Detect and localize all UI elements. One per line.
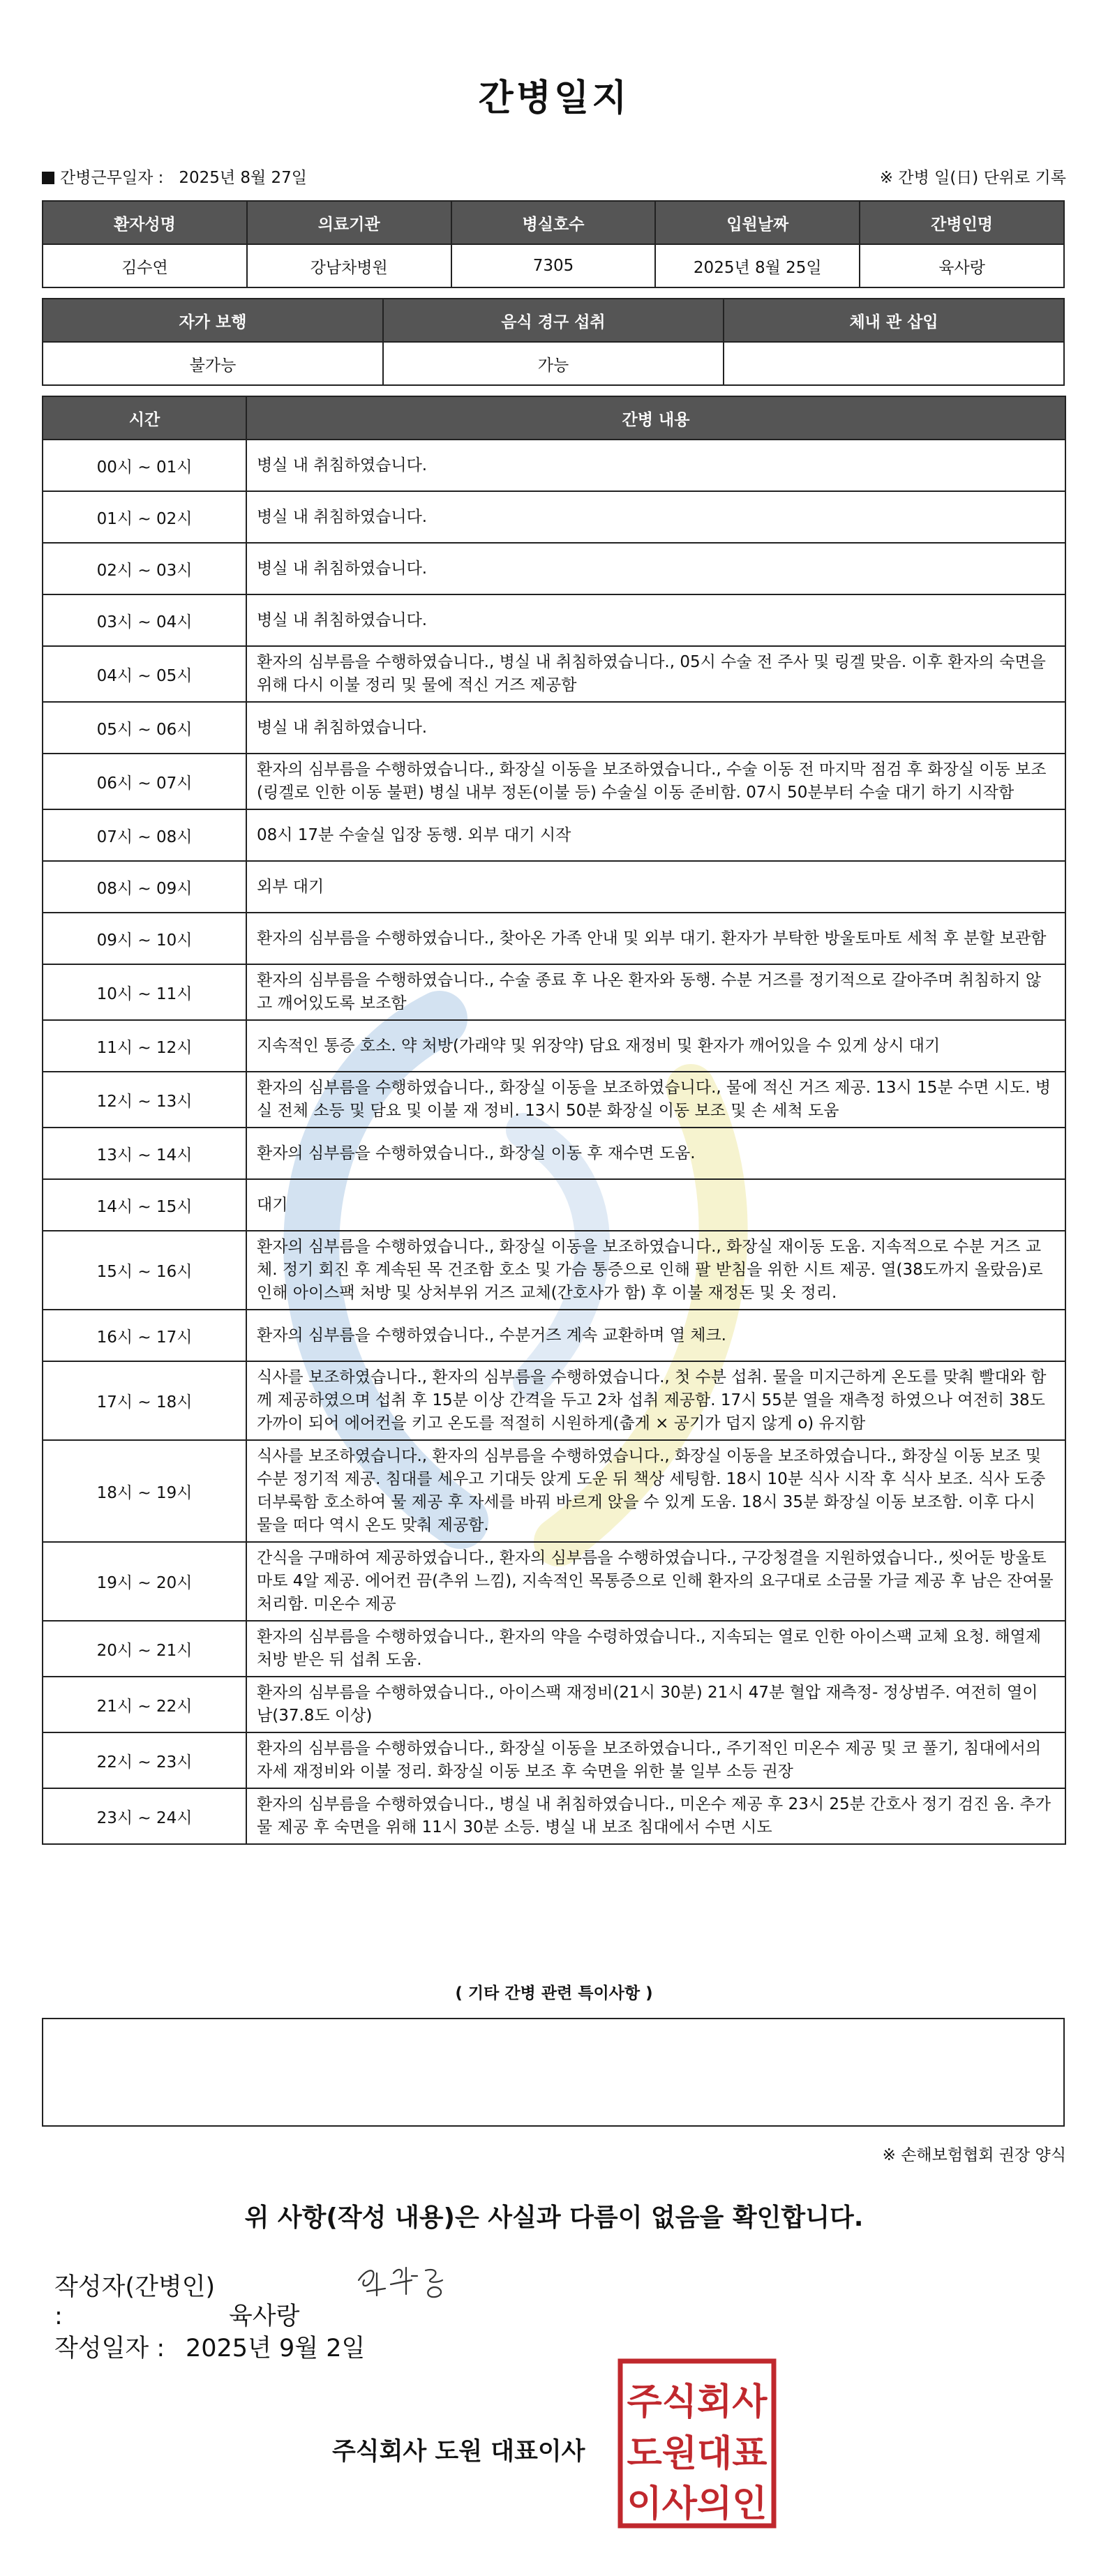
log-row [43, 1231, 1065, 1310]
status-oral-intake: 가능 [383, 342, 724, 385]
log-content: 환자의 심부름을 수행하였습니다., 화장실 이동을 보조하였습니다., 물에 적신 거즈 제공. 13시 15분 수면 시도. 병실 전체 소등 및 담요 및 이불 재 정비. 13시 50분 화장실 이동 보조 및 손 세척 도움 [246, 1072, 1065, 1128]
log-content: 식사를 보조하였습니다., 환자의 심부름을 수행하였습니다., 첫 수분 섭취. 물을 미지근하게 온도를 맞춰 빨대와 함께 제공하였으며 섭취 후 15분 이상 간격을 두고 2차 섭취 제공함. 17시 55분 열을 재측정 하였으나 여전히 38도 가까이 되어 에어컨을 키고 온도를 적절히 시원하게(춥게 × 공기가 덥지 않게 o) 유지함 [246, 1361, 1065, 1440]
square-bullet-icon [42, 172, 54, 184]
log-time: 22시 ~ 23시 [43, 1732, 246, 1788]
log-row [43, 594, 1065, 646]
log-content: 환자의 심부름을 수행하였습니다., 찾아온 가족 안내 및 외부 대기. 환자가 부탁한 방울토마토 세척 후 분할 보관함 [246, 913, 1065, 964]
svg-text:도원대표: 도원대표 [627, 2433, 768, 2475]
log-time: 11시 ~ 12시 [43, 1020, 246, 1072]
log-content: 환자의 심부름을 수행하였습니다., 화장실 이동을 보조하였습니다., 화장실 재이동 도움. 지속적으로 수분 거즈 교체. 정기 회진 후 계속된 목 건조함 호소 및 가슴 통증으로 인해 팔 받침을 위한 시트 제공. 열(38도까지 올랐음)로 인해 아이스팩 처방 및 상처부위 거즈 교체(간호사가 함) 후 이불 재정돈 및 옷 정리. [246, 1231, 1065, 1310]
log-row [43, 1788, 1065, 1844]
company-name: 주식회사 도원 대표이사 [332, 2438, 585, 2466]
log-row [43, 1310, 1065, 1361]
log-time: 04시 ~ 05시 [43, 646, 246, 702]
hospital-name: 강남차병원 [247, 244, 451, 287]
log-time: 10시 ~ 11시 [43, 964, 246, 1020]
patient-name: 김수연 [43, 244, 247, 287]
log-content: 대기 [246, 1179, 1065, 1231]
log-row [43, 1542, 1065, 1621]
log-content: 식사를 보조하였습니다., 환자의 심부름을 수행하였습니다., 화장실 이동을 보조하였습니다., 화장실 이동 보조 및 수분 정기적 제공. 침대를 세우고 기대듯 앉게 도운 뒤 책상 세팅함. 18시 10분 식사 시작 후 식사 보조. 식사 도중 더부룩함 호소하여 물 제공 후 자세를 바꿔 바르게 앉을 수 있게 도움. 18시 35분 화장실 이동 보조함. 이후 다시 물을 떠다 역시 온도 맞춰 제공함. [246, 1440, 1065, 1542]
remarks-box [42, 2018, 1065, 2127]
log-content: 병실 내 취침하였습니다. [246, 491, 1065, 543]
log-time: 00시 ~ 01시 [43, 440, 246, 491]
log-time: 07시 ~ 08시 [43, 809, 246, 861]
remarks-title: ( 기타 간병 관련 특이사항 ) [455, 1984, 653, 2002]
written-date [54, 2329, 365, 2364]
log-row [43, 440, 1065, 491]
log-content: 외부 대기 [246, 861, 1065, 913]
log-time: 16시 ~ 17시 [43, 1310, 246, 1361]
log-content: 병실 내 취침하였습니다. [246, 594, 1065, 646]
log-row [43, 1677, 1065, 1732]
log-time: 06시 ~ 07시 [43, 754, 246, 809]
log-row [43, 1621, 1065, 1677]
log-row [43, 702, 1065, 754]
page-title: 간병일지 [478, 77, 630, 119]
care-log-table [42, 396, 1066, 1845]
log-row [43, 1128, 1065, 1179]
log-row [43, 1361, 1065, 1440]
status-header-tube: 체내 관 삽입 [724, 299, 1064, 342]
log-row [43, 491, 1065, 543]
admission-date: 2025년 8월 25일 [655, 244, 860, 287]
log-row [43, 1732, 1065, 1788]
form-note: ※ 손해보험협회 권장 양식 [882, 2146, 1066, 2164]
company-seal-stamp [617, 2358, 777, 2529]
patient-header-room: 병실호수 [451, 201, 656, 244]
status-walking: 불가능 [43, 342, 383, 385]
log-time: 14시 ~ 15시 [43, 1179, 246, 1231]
writer-name: 육사랑 [229, 2302, 300, 2330]
log-row [43, 1072, 1065, 1128]
log-content: 병실 내 취침하였습니다. [246, 543, 1065, 594]
patient-status-table [42, 298, 1065, 386]
log-row [43, 1179, 1065, 1231]
log-time: 17시 ~ 18시 [43, 1361, 246, 1440]
log-time: 20시 ~ 21시 [43, 1621, 246, 1677]
log-row [43, 809, 1065, 861]
status-header-oral-intake: 음식 경구 섭취 [383, 299, 724, 342]
log-time: 09시 ~ 10시 [43, 913, 246, 964]
log-content: 환자의 심부름을 수행하였습니다., 병실 내 취침하였습니다., 05시 수술 전 주사 및 링겔 맞음. 이후 환자의 숙면을 위해 다시 이불 정리 및 물에 적신 거즈 제공함 [246, 646, 1065, 702]
log-time: 13시 ~ 14시 [43, 1128, 246, 1179]
work-date [42, 165, 307, 188]
unit-note: ※ 간병 일(日) 단위로 기록 [879, 169, 1066, 187]
log-content: 환자의 심부름을 수행하였습니다., 화장실 이동을 보조하였습니다., 수술 이동 전 마지막 점검 후 화장실 이동 보조(링겔로 인한 이동 불편) 병실 내부 정돈(이불 등) 수술실 이동 준비함. 07시 50분부터 수술 대기 하기 시작함 [246, 754, 1065, 809]
log-time: 03시 ~ 04시 [43, 594, 246, 646]
log-time: 23시 ~ 24시 [43, 1788, 246, 1844]
log-time: 08시 ~ 09시 [43, 861, 246, 913]
caregiver-name: 육사랑 [860, 244, 1064, 287]
svg-text:주식회사: 주식회사 [627, 2381, 768, 2423]
log-row [43, 754, 1065, 809]
log-time: 12시 ~ 13시 [43, 1072, 246, 1128]
log-content: 08시 17분 수술실 입장 동행. 외부 대기 시작 [246, 809, 1065, 861]
log-content: 환자의 심부름을 수행하였습니다., 수분거즈 계속 교환하며 열 체크. [246, 1310, 1065, 1361]
status-tube [724, 342, 1064, 385]
log-content: 지속적인 통증 호소. 약 처방(가래약 및 위장약) 담요 재정비 및 환자가 깨어있을 수 있게 상시 대기 [246, 1020, 1065, 1072]
log-content: 환자의 심부름을 수행하였습니다., 병실 내 취침하였습니다., 미온수 제공 후 23시 25분 간호사 정기 검진 옴. 추가 물 제공 후 숙면을 위해 11시 30분 소등. 병실 내 보조 침대에서 수면 시도 [246, 1788, 1065, 1844]
patient-header-caregiver: 간병인명 [860, 201, 1064, 244]
log-time: 18시 ~ 19시 [43, 1440, 246, 1542]
room-number: 7305 [451, 244, 656, 287]
log-row [43, 646, 1065, 702]
log-content: 환자의 심부름을 수행하였습니다., 아이스팩 재정비(21시 30분) 21시 47분 혈압 재측정- 정상범주. 여전히 열이 남(37.8도 이상) [246, 1677, 1065, 1732]
log-row [43, 1440, 1065, 1542]
log-content: 간식을 구매하여 제공하였습니다., 환자의 심부름을 수행하였습니다., 구강청결을 지원하였습니다., 씻어둔 방울토마토 4알 제공. 에어컨 끔(추위 느낌), 지속적인 목통증으로 인해 환자의 요구대로 소금물 가글 제공 후 남은 잔여물 처리함. 미온수 제공 [246, 1542, 1065, 1621]
patient-header-hospital: 의료기관 [247, 201, 451, 244]
log-time: 19시 ~ 20시 [43, 1542, 246, 1621]
log-content: 환자의 심부름을 수행하였습니다., 화장실 이동 후 재수면 도움. [246, 1128, 1065, 1179]
log-time: 21시 ~ 22시 [43, 1677, 246, 1732]
log-content: 병실 내 취침하였습니다. [246, 702, 1065, 754]
log-header-time: 시간 [43, 396, 246, 440]
work-date-value: 2025년 8월 27일 [179, 169, 308, 187]
work-date-label: 간병근무일자 : [60, 169, 164, 187]
confirmation-statement: 위 사항(작성 내용)은 사실과 다름이 없음을 확인합니다. [244, 2203, 864, 2232]
log-row [43, 1020, 1065, 1072]
log-row [43, 861, 1065, 913]
log-content: 환자의 심부름을 수행하였습니다., 화장실 이동을 보조하였습니다., 주기적인 미온수 제공 및 코 풀기, 침대에서의 자세 재정비와 이불 정리. 화장실 이동 보조 후 숙면을 위한 불 일부 소등 권장 [246, 1732, 1065, 1788]
patient-header-name: 환자성명 [43, 201, 247, 244]
log-time: 05시 ~ 06시 [43, 702, 246, 754]
written-date-label: 작성일자 : [54, 2335, 165, 2362]
patient-info-table [42, 200, 1065, 288]
svg-text:이사의인: 이사의인 [627, 2483, 768, 2525]
handwritten-signature [353, 2252, 465, 2308]
writer-line [54, 2268, 299, 2332]
log-row [43, 543, 1065, 594]
written-date-value: 2025년 9월 2일 [186, 2335, 366, 2362]
log-row [43, 913, 1065, 964]
log-time: 01시 ~ 02시 [43, 491, 246, 543]
log-time: 15시 ~ 16시 [43, 1231, 246, 1310]
patient-header-admission: 입원날짜 [655, 201, 860, 244]
status-header-walking: 자가 보행 [43, 299, 383, 342]
log-content: 환자의 심부름을 수행하였습니다., 수술 종료 후 나온 환자와 동행. 수분 거즈를 정기적으로 갈아주며 취침하지 않고 깨어있도록 보조함 [246, 964, 1065, 1020]
log-time: 02시 ~ 03시 [43, 543, 246, 594]
log-content: 병실 내 취침하였습니다. [246, 440, 1065, 491]
writer-label: 작성자(간병인) : [54, 2273, 216, 2330]
log-row [43, 964, 1065, 1020]
log-header-content: 간병 내용 [246, 396, 1065, 440]
log-content: 환자의 심부름을 수행하였습니다., 환자의 약을 수령하였습니다., 지속되는 열로 인한 아이스팩 교체 요청. 해열제 처방 받은 뒤 섭취 도움. [246, 1621, 1065, 1677]
